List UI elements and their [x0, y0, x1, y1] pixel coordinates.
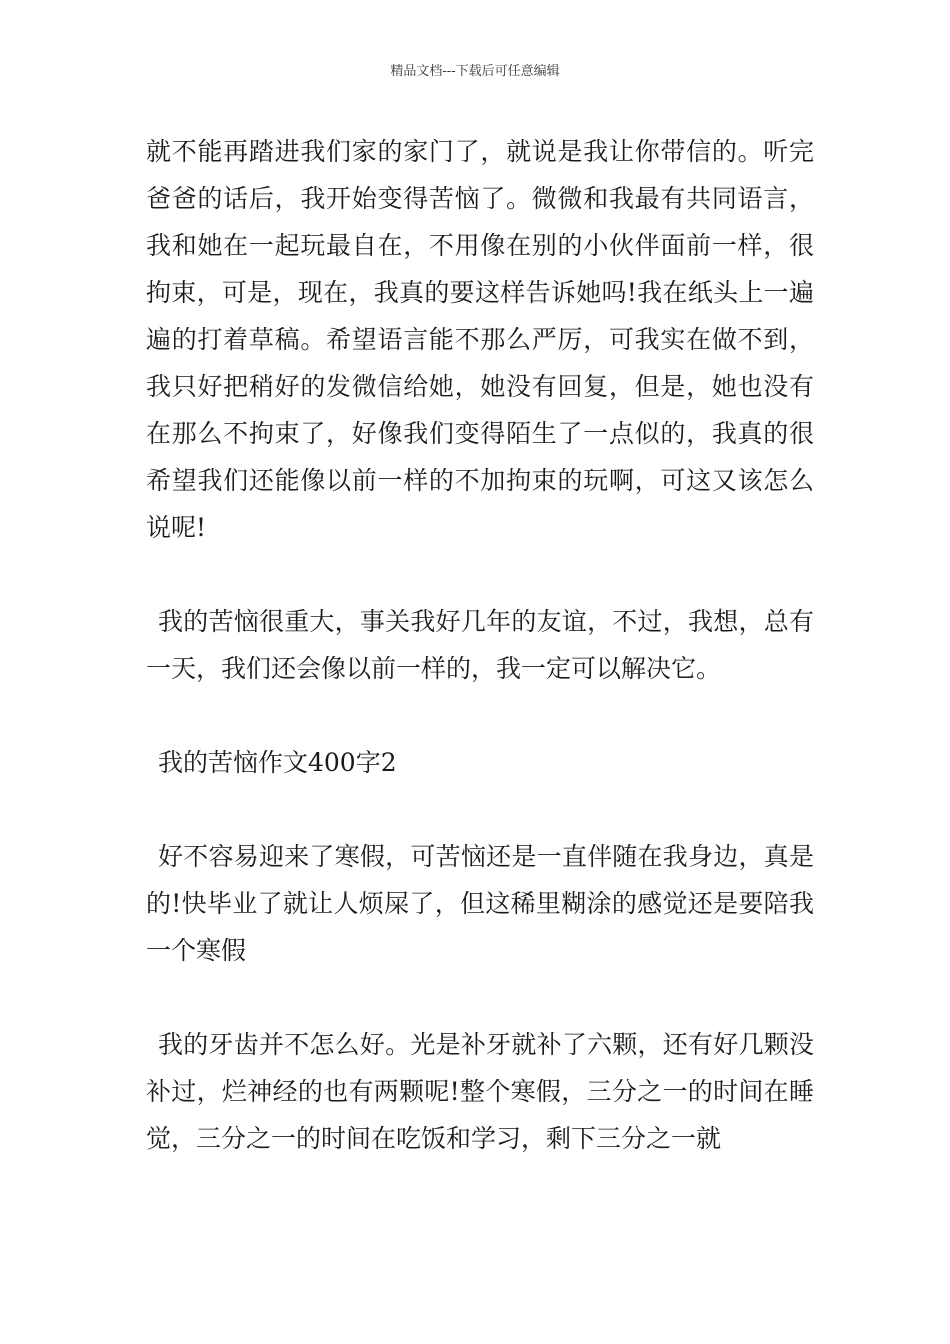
paragraph-2: 我的苦恼很重大，事关我好几年的友谊，不过，我想，总有一天，我们还会像以前一样的，我一定可以解决它。 — [146, 607, 814, 683]
document-body — [146, 128, 814, 1162]
section-title: 我的苦恼作文400字2 — [158, 748, 397, 777]
paragraph-1: 就不能再踏进我们家的家门了，就说是我让你带信的。听完爸爸的话后，我开始变得苦恼了。微微和我最有共同语言，我和她在一起玩最自在，不用像在别的小伙伴面前一样，很拘束，可是，现在，我真的要这样告诉她吗!我在纸头上一遍遍的打着草稿。希望语言能不那么严厉，可我实在做不到，我只好把稍好的发微信给她，她没有回复，但是，她也没有在那么不拘束了，好像我们变得陌生了一点似的，我真的很希望我们还能像以前一样的不加拘束的玩啊，可这又该怎么说呢! — [146, 137, 814, 542]
paragraph-3: 好不容易迎来了寒假，可苦恼还是一直伴随在我身边，真是的!快毕业了就让人烦屎了，但这稀里糊涂的感觉还是要陪我一个寒假 — [146, 842, 814, 965]
page-header: 精品文档---下载后可任意编辑 — [390, 64, 560, 79]
paragraph-4: 我的牙齿并不怎么好。光是补牙就补了六颗，还有好几颗没补过，烂神经的也有两颗呢!整个寒假，三分之一的时间在睡觉，三分之一的时间在吃饭和学习，剩下三分之一就 — [146, 1030, 814, 1153]
